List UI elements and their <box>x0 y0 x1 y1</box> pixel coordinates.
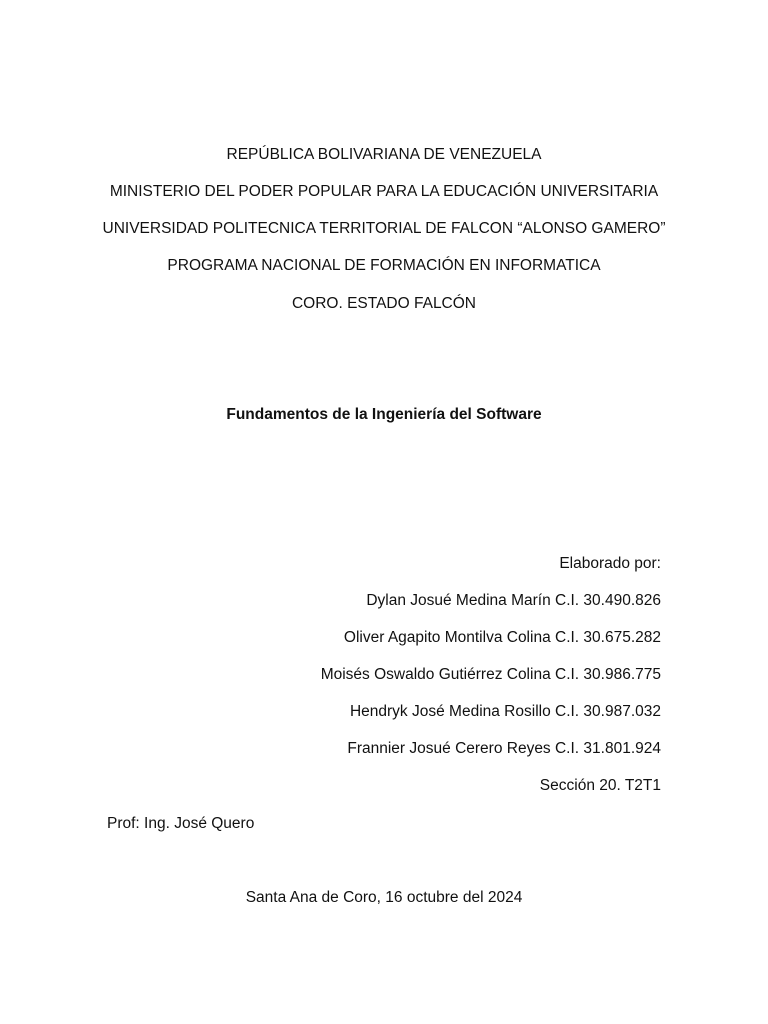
author-4: Hendryk José Medina Rosillo C.I. 30.987.032 <box>349 703 661 720</box>
header-program: PROGRAMA NACIONAL DE FORMACIÓN EN INFORMATICA <box>167 257 601 274</box>
author-5: Frannier Josué Cerero Reyes C.I. 31.801.924 <box>347 740 661 757</box>
author-2: Oliver Agapito Montilva Colina C.I. 30.675.282 <box>343 629 661 646</box>
header-university: UNIVERSIDAD POLITECNICA TERRITORIAL DE FALCON “ALONSO GAMERO” <box>102 220 666 237</box>
document-title: Fundamentos de la Ingeniería del Software <box>226 406 542 423</box>
header-ministry: MINISTERIO DEL PODER POPULAR PARA LA EDUCACIÓN UNIVERSITARIA <box>109 183 659 200</box>
author-3: Moisés Oswaldo Gutiérrez Colina C.I. 30.986.775 <box>320 666 661 683</box>
authors-label: Elaborado por: <box>559 555 661 572</box>
header-location: CORO. ESTADO FALCÓN <box>291 295 477 312</box>
author-1: Dylan Josué Medina Marín C.I. 30.490.826 <box>366 592 661 609</box>
place-date: Santa Ana de Coro, 16 octubre del 2024 <box>245 889 523 906</box>
header-republic: REPÚBLICA BOLIVARIANA DE VENEZUELA <box>226 146 542 163</box>
professor-name: Prof: Ing. José Quero <box>107 815 255 832</box>
section-label: Sección 20. T2T1 <box>539 777 661 794</box>
